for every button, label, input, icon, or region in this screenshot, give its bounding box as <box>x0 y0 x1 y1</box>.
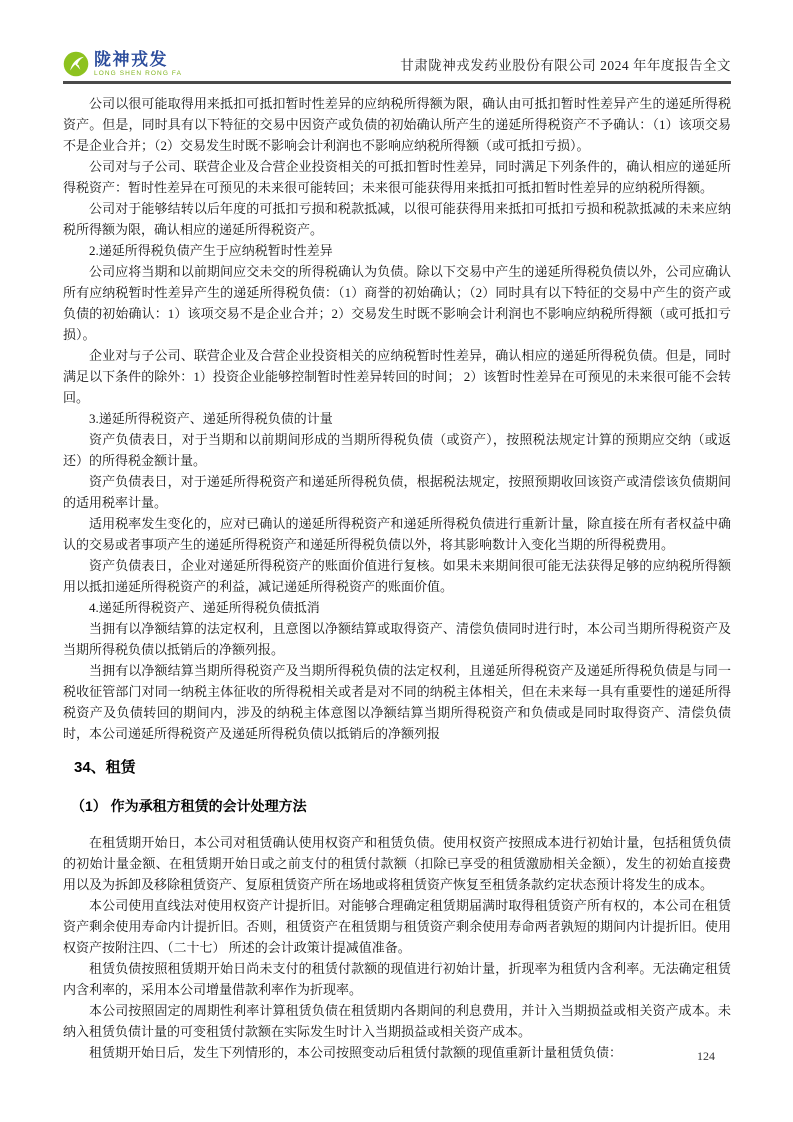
numbered-item: 4.递延所得税资产、递延所得税负债抵消 <box>89 600 320 615</box>
paragraph: 公司对与子公司、联营企业及合营企业投资相关的可抵扣暂时性差异，同时满足下列条件的，确认相应的递延所得税资产：暂时性差异在可预见的未来很可能转回；未来很可能获得用来抵扣可抵扣暂时性差异的应纳税所得额。 <box>63 159 731 195</box>
paragraph: 当拥有以净额结算的法定权利，且意图以净额结算或取得资产、清偿负债同时进行时，本公司当期所得税资产及当期所得税负债以抵销后的净额列报。 <box>63 621 731 657</box>
company-logo-icon <box>63 51 89 77</box>
paragraph: 资产负债表日，对于当期和以前期间形成的当期所得税负债（或资产），按照税法规定计算的预期应交纳（或返还）的所得税金额计量。 <box>63 432 731 468</box>
paragraph: 当拥有以净额结算当期所得税资产及当期所得税负债的法定权利，且递延所得税资产及递延所得税负债是与同一税收征管部门对同一纳税主体征收的所得税相关或者是对不同的纳税主体相关，但在未来每一具有重要性的递延所得税资产及负债转回的期间内，涉及的纳税主体意图以净额结算当期所得税资产和负债或是同时取得资产、清偿负债时，本公司递延所得税资产及递延所得税负债以抵销后的净额列报 <box>63 663 731 741</box>
paragraph: 租赁期开始日后，发生下列情形的，本公司按照变动后租赁付款额的现值重新计量租赁负债： <box>89 1045 623 1060</box>
page-number: 124 <box>697 1049 715 1063</box>
paragraph: 公司应将当期和以前期间应交未交的所得税确认为负债。除以下交易中产生的递延所得税负债以外，公司应确认所有应纳税暂时性差异产生的递延所得税负债：（1）商誉的初始确认；（2）同时具有以下特征的交易中产生的资产或负债的初始确认：1）该项交易不是企业合并；2）交易发生时既不影响会计利润也不影响应纳税所得额（或可抵扣亏损）。 <box>63 264 731 342</box>
page-header <box>63 46 731 84</box>
paragraph: 资产负债表日，对于递延所得税资产和递延所得税负债，根据税法规定，按照预期收回该资产或清偿该负债期间的适用税率计量。 <box>63 474 731 510</box>
paragraph: 本公司使用直线法对使用权资产计提折旧。对能够合理确定租赁期届满时取得租赁资产所有权的，本公司在租赁资产剩余使用寿命内计提折旧。否则，租赁资产在租赁期与租赁资产剩余使用寿命两者孰短的期间内计提折旧。使用权资产按附注四、（二十七） 所述的会计政策计提减值准备。 <box>63 898 731 955</box>
report-title: 甘肃陇神戎发药业股份有限公司 2024 年年度报告全文 <box>400 58 731 73</box>
section-heading-lease: 34、租赁 <box>74 759 136 776</box>
paragraph: 公司以很可能取得用来抵扣可抵扣暂时性差异的应纳税所得额为限，确认由可抵扣暂时性差异产生的递延所得税资产。但是，同时具有以下特征的交易中因资产或负债的初始确认所产生的递延所得税资产不予确认：（1）该项交易不是企业合并；（2）交易发生时既不影响会计利润也不影响应纳税所得额（或可抵扣亏损）。 <box>63 96 731 153</box>
paragraph: 租赁负债按照租赁期开始日尚未支付的租赁付款额的现值进行初始计量，折现率为租赁内含利率。无法确定租赁内含利率的，采用本公司增量借款利率作为折现率。 <box>63 961 731 997</box>
company-logo <box>63 51 182 78</box>
company-logo-en: LONG SHEN RONG FA <box>94 69 183 77</box>
numbered-item: 3.递延所得税资产、递延所得税负债的计量 <box>89 411 333 426</box>
document-content <box>63 84 731 1063</box>
company-logo-cn: 陇神戎发 <box>94 49 168 69</box>
paragraph: 公司对于能够结转以后年度的可抵扣亏损和税款抵减，以很可能获得用来抵扣可抵扣亏损和税款抵减的未来应纳税所得额为限，确认相应的递延所得税资产。 <box>63 201 731 237</box>
paragraph: 本公司按照固定的周期性利率计算租赁负债在租赁期内各期间的利息费用，并计入当期损益或相关资产成本。未纳入租赁负债计量的可变租赁付款额在实际发生时计入当期损益或相关资产成本。 <box>63 1003 731 1039</box>
paragraph: 适用税率发生变化的，应对已确认的递延所得税资产和递延所得税负债进行重新计量，除直接在所有者权益中确认的交易或者事项产生的递延所得税资产和递延所得税负债以外，将其影响数计入变化当期的所得税费用。 <box>63 516 731 552</box>
company-logo-text <box>94 51 182 78</box>
paragraph: 企业对与子公司、联营企业及合营企业投资相关的应纳税暂时性差异，确认相应的递延所得税负债。但是，同时满足以下条件的除外：1）投资企业能够控制暂时性差异转回的时间； 2）该暂时性差异在可预见的未来很可能不会转回。 <box>63 348 731 405</box>
paragraph: 资产负债表日，企业对递延所得税资产的账面价值进行复核。如果未来期间很可能无法获得足够的应纳税所得额用以抵扣递延所得税资产的利益，减记递延所得税资产的账面价值。 <box>63 558 731 594</box>
numbered-item: 2.递延所得税负债产生于应纳税暂时性差异 <box>89 243 333 258</box>
subsection-heading-lessee-accounting: （1） 作为承租方租赁的会计处理方法 <box>71 798 307 814</box>
paragraph: 在租赁期开始日，本公司对租赁确认使用权资产和租赁负债。使用权资产按照成本进行初始计量，包括租赁负债的初始计量金额、在租赁期开始日或之前支付的租赁付款额（扣除已享受的租赁激励相关金额），发生的初始直接费用以及为拆卸及移除租赁资产、复原租赁资产所在场地或将租赁资产恢复至租赁条款约定状态预计将发生的成本。 <box>63 835 731 892</box>
